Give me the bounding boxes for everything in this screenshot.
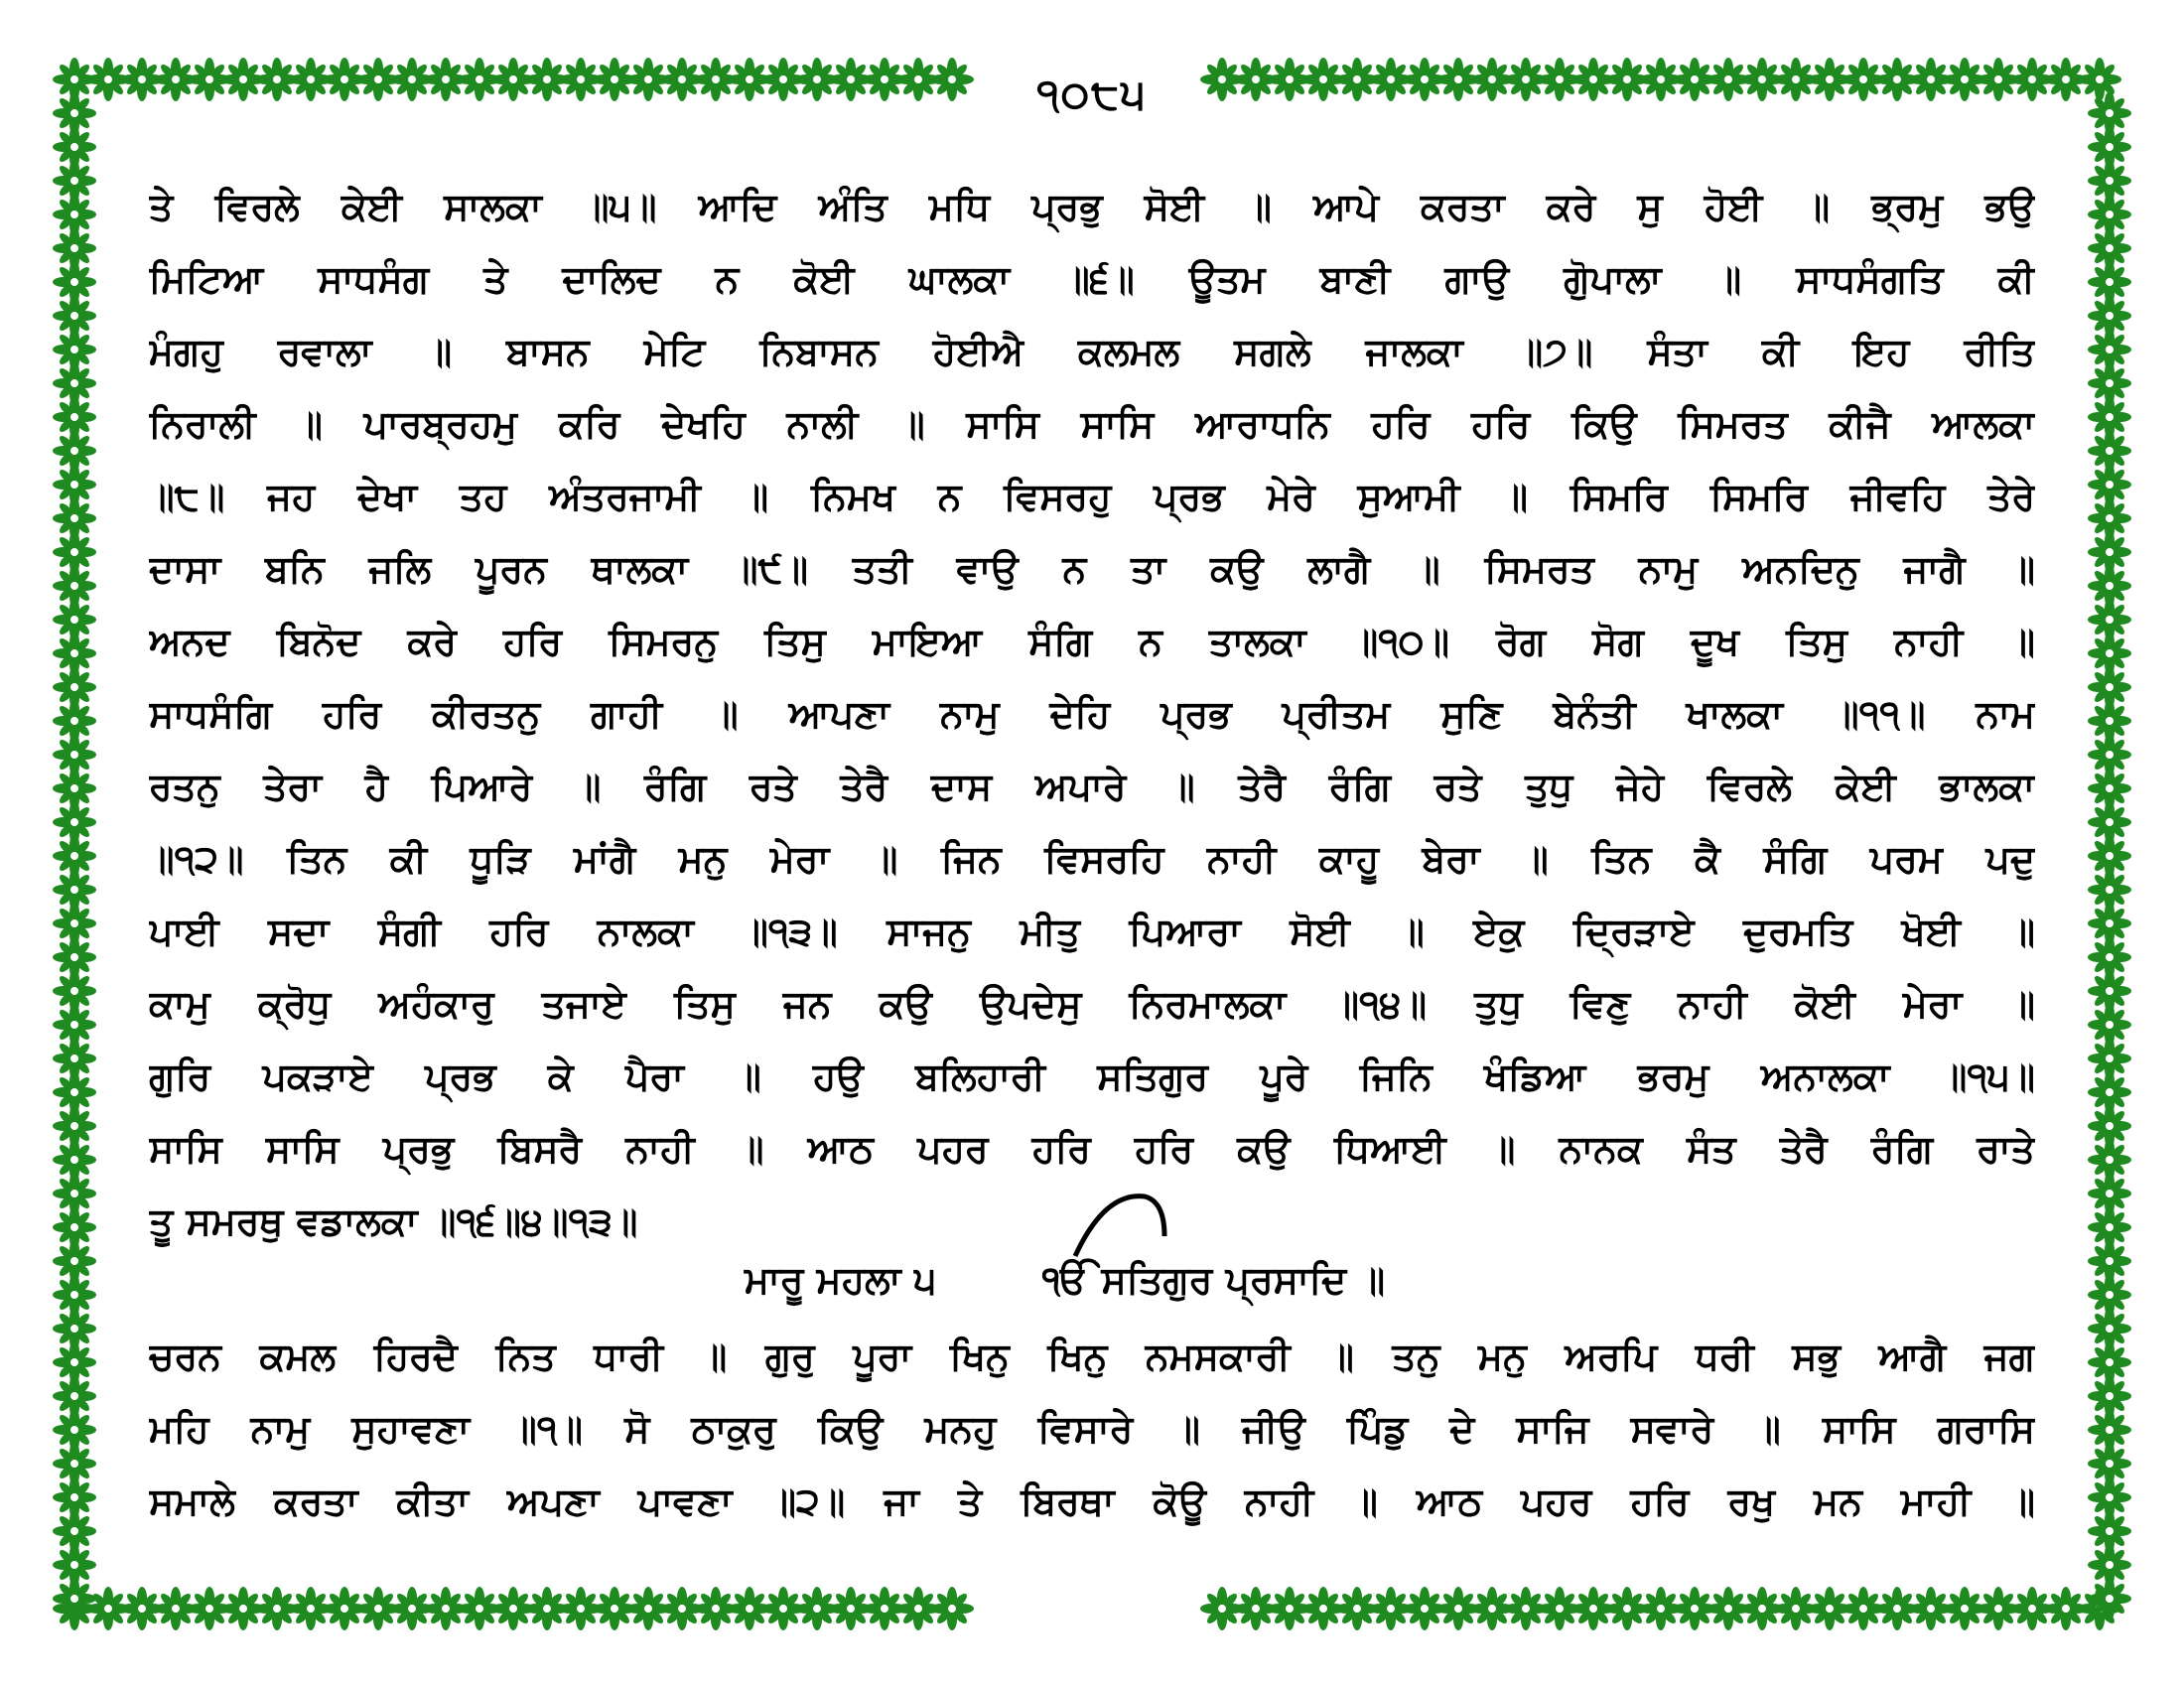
verse-block-top xyxy=(149,171,2035,1258)
heading-mahla: ਮਾਰੂ ਮਹਲਾ ੫ xyxy=(745,1258,937,1302)
page-number: ੧੦੮੫ xyxy=(993,60,1191,129)
verse-line: ਮੰਗਹੁ ਰਵਾਲਾ ॥ ਬਾਸਨ ਮੇਟਿ ਨਿਬਾਸਨ ਹੋਈਐ ਕਲਮਲ ਸਗਲੇ ਜਾਲਕਾ ॥੭॥ ਸੰਤਾ ਕੀ ਇਹ ਰੀਤਿ xyxy=(149,330,2035,373)
flower-icon xyxy=(53,1577,96,1620)
shabad-heading xyxy=(149,1246,2035,1326)
verse-line: ਕਾਮੁ ਕ੍ਰੋਧੁ ਅਹੰਕਾਰੁ ਤਜਾਏ ਤਿਸੁ ਜਨ ਕਉ ਉਪਦੇਸੁ ਨਿਰਮਾਲਕਾ ॥੧੪॥ ਤੁਧੁ ਵਿਣੁ ਨਾਹੀ ਕੋਈ ਮੇਰਾ ॥ xyxy=(149,982,2035,1026)
flower-icon xyxy=(930,1587,974,1630)
verse-line: ਤੇ ਵਿਰਲੇ ਕੇਈ ਸਾਲਕਾ ॥੫॥ ਆਦਿ ਅੰਤਿ ਮਧਿ ਪ੍ਰਭੁ ਸੋਈ ॥ ਆਪੇ ਕਰਤਾ ਕਰੇ ਸੁ ਹੋਈ ॥ ਭ੍ਰਮੁ ਭਉ xyxy=(149,185,2035,228)
verse-line: ਚਰਨ ਕਮਲ ਹਿਰਦੈ ਨਿਤ ਧਾਰੀ ॥ ਗੁਰੁ ਪੂਰਾ ਖਿਨੁ ਖਿਨੁ ਨਮਸਕਾਰੀ ॥ ਤਨੁ ਮਨੁ ਅਰਪਿ ਧਰੀ ਸਭੁ ਆਗੈ ਜਗ xyxy=(149,1335,2035,1378)
flower-icon xyxy=(930,58,974,101)
verse-line: ॥੮॥ ਜਹ ਦੇਖਾ ਤਹ ਅੰਤਰਜਾਮੀ ॥ ਨਿਮਖ ਨ ਵਿਸਰਹੁ ਪ੍ਰਭ ਮੇਰੇ ਸੁਆਮੀ ॥ ਸਿਮਰਿ ਸਿਮਰਿ ਜੀਵਹਿ ਤੇਰੇ xyxy=(149,475,2035,518)
verse-line: ॥੧੨॥ ਤਿਨ ਕੀ ਧੂੜਿ ਮਾਂਗੈ ਮਨੁ ਮੇਰਾ ॥ ਜਿਨ ਵਿਸਰਹਿ ਨਾਹੀ ਕਾਹੂ ਬੇਰਾ ॥ ਤਿਨ ਕੈ ਸੰਗਿ ਪਰਮ ਪਦੁ xyxy=(149,837,2035,881)
verse-line: ਪਾਈ ਸਦਾ ਸੰਗੀ ਹਰਿ ਨਾਲਕਾ ॥੧੩॥ ਸਾਜਨੁ ਮੀਤੁ ਪਿਆਰਾ ਸੋਈ ॥ ਏਕੁ ਦ੍ਰਿੜਾਏ ਦੁਰਮਤਿ ਖੋਈ ॥ xyxy=(149,910,2035,953)
flower-icon xyxy=(2078,58,2121,101)
verse-line: ਨਿਰਾਲੀ ॥ ਪਾਰਬ੍ਰਹਮੁ ਕਰਿ ਦੇਖਹਿ ਨਾਲੀ ॥ ਸਾਸਿ ਸਾਸਿ ਆਰਾਧਨਿ ਹਰਿ ਹਰਿ ਕਿਉ ਸਿਮਰਤ ਕੀਜੈ ਆਲਕਾ xyxy=(149,402,2035,446)
verse-line: ਮਿਟਿਆ ਸਾਧਸੰਗ ਤੇ ਦਾਲਿਦ ਨ ਕੋਈ ਘਾਲਕਾ ॥੬॥ ਊਤਮ ਬਾਣੀ ਗਾਉ ਗੋੁਪਾਲਾ ॥ ਸਾਧਸੰਗਤਿ ਕੀ xyxy=(149,257,2035,301)
verse-block-bottom xyxy=(149,1321,2035,1538)
verse-line: ਤੂ ਸਮਰਥੁ ਵਡਾਲਕਾ ॥੧੬॥੪॥੧੩॥ xyxy=(149,1199,638,1243)
verse-line: ਦਾਸਾ ਬਨਿ ਜਲਿ ਪੂਰਨ ਥਾਲਕਾ ॥੯॥ ਤਤੀ ਵਾਉ ਨ ਤਾ ਕਉ ਲਾਗੈ ॥ ਸਿਮਰਤ ਨਾਮੁ ਅਨਦਿਨੁ ਜਾਗੈ ॥ xyxy=(149,547,2035,591)
verse-line: ਅਨਦ ਬਿਨੋਦ ਕਰੇ ਹਰਿ ਸਿਮਰਨੁ ਤਿਸੁ ਮਾਇਆ ਸੰਗਿ ਨ ਤਾਲਕਾ ॥੧੦॥ ਰੋਗ ਸੋਗ ਦੂਖ ਤਿਸੁ ਨਾਹੀ ॥ xyxy=(149,620,2035,663)
heading-mool-mantar: ੴ ਸਤਿਗੁਰ ਪ੍ਰਸਾਦਿ ॥ xyxy=(1042,1258,1386,1302)
verse-line: ਮਹਿ ਨਾਮੁ ਸੁਹਾਵਣਾ ॥੧॥ ਸੋ ਠਾਕੁਰੁ ਕਿਉ ਮਨਹੁ ਵਿਸਾਰੇ ॥ ਜੀਉ ਪਿੰਡੁ ਦੇ ਸਾਜਿ ਸਵਾਰੇ ॥ ਸਾਸਿ ਗਰਾਸਿ xyxy=(149,1407,2035,1451)
verse-line: ਗੁਰਿ ਪਕੜਾਏ ਪ੍ਰਭ ਕੇ ਪੈਰਾ ॥ ਹਉ ਬਲਿਹਾਰੀ ਸਤਿਗੁਰ ਪੂਰੇ ਜਿਨਿ ਖੰਡਿਆ ਭਰਮੁ ਅਨਾਲਕਾ ॥੧੫॥ xyxy=(149,1055,2035,1098)
verse-line: ਸਾਧਸੰਗਿ ਹਰਿ ਕੀਰਤਨੁ ਗਾਹੀ ॥ ਆਪਣਾ ਨਾਮੁ ਦੇਹਿ ਪ੍ਰਭ ਪ੍ਰੀਤਮ ਸੁਣਿ ਬੇਨੰਤੀ ਖਾਲਕਾ ॥੧੧॥ ਨਾਮ xyxy=(149,692,2035,736)
verse-line: ਰਤਨੁ ਤੇਰਾ ਹੈ ਪਿਆਰੇ ॥ ਰੰਗਿ ਰਤੇ ਤੇਰੈ ਦਾਸ ਅਪਾਰੇ ॥ ਤੇਰੈ ਰੰਗਿ ਰਤੇ ਤੁਧੁ ਜੇਹੇ ਵਿਰਲੇ ਕੇਈ ਭਾਲਕਾ xyxy=(149,765,2035,808)
verse-line: ਸਾਸਿ ਸਾਸਿ ਪ੍ਰਭੁ ਬਿਸਰੈ ਨਾਹੀ ॥ ਆਠ ਪਹਰ ਹਰਿ ਹਰਿ ਕਉ ਧਿਆਈ ॥ ਨਾਨਕ ਸੰਤ ਤੇਰੈ ਰੰਗਿ ਰਾਤੇ xyxy=(149,1127,2035,1171)
verse-line: ਸਮਾਲੇ ਕਰਤਾ ਕੀਤਾ ਅਪਣਾ ਪਾਵਣਾ ॥੨॥ ਜਾ ਤੇ ਬਿਰਥਾ ਕੋਊ ਨਾਹੀ ॥ ਆਠ ਪਹਰ ਹਰਿ ਰਖੁ ਮਨ ਮਾਹੀ ॥ xyxy=(149,1479,2035,1523)
